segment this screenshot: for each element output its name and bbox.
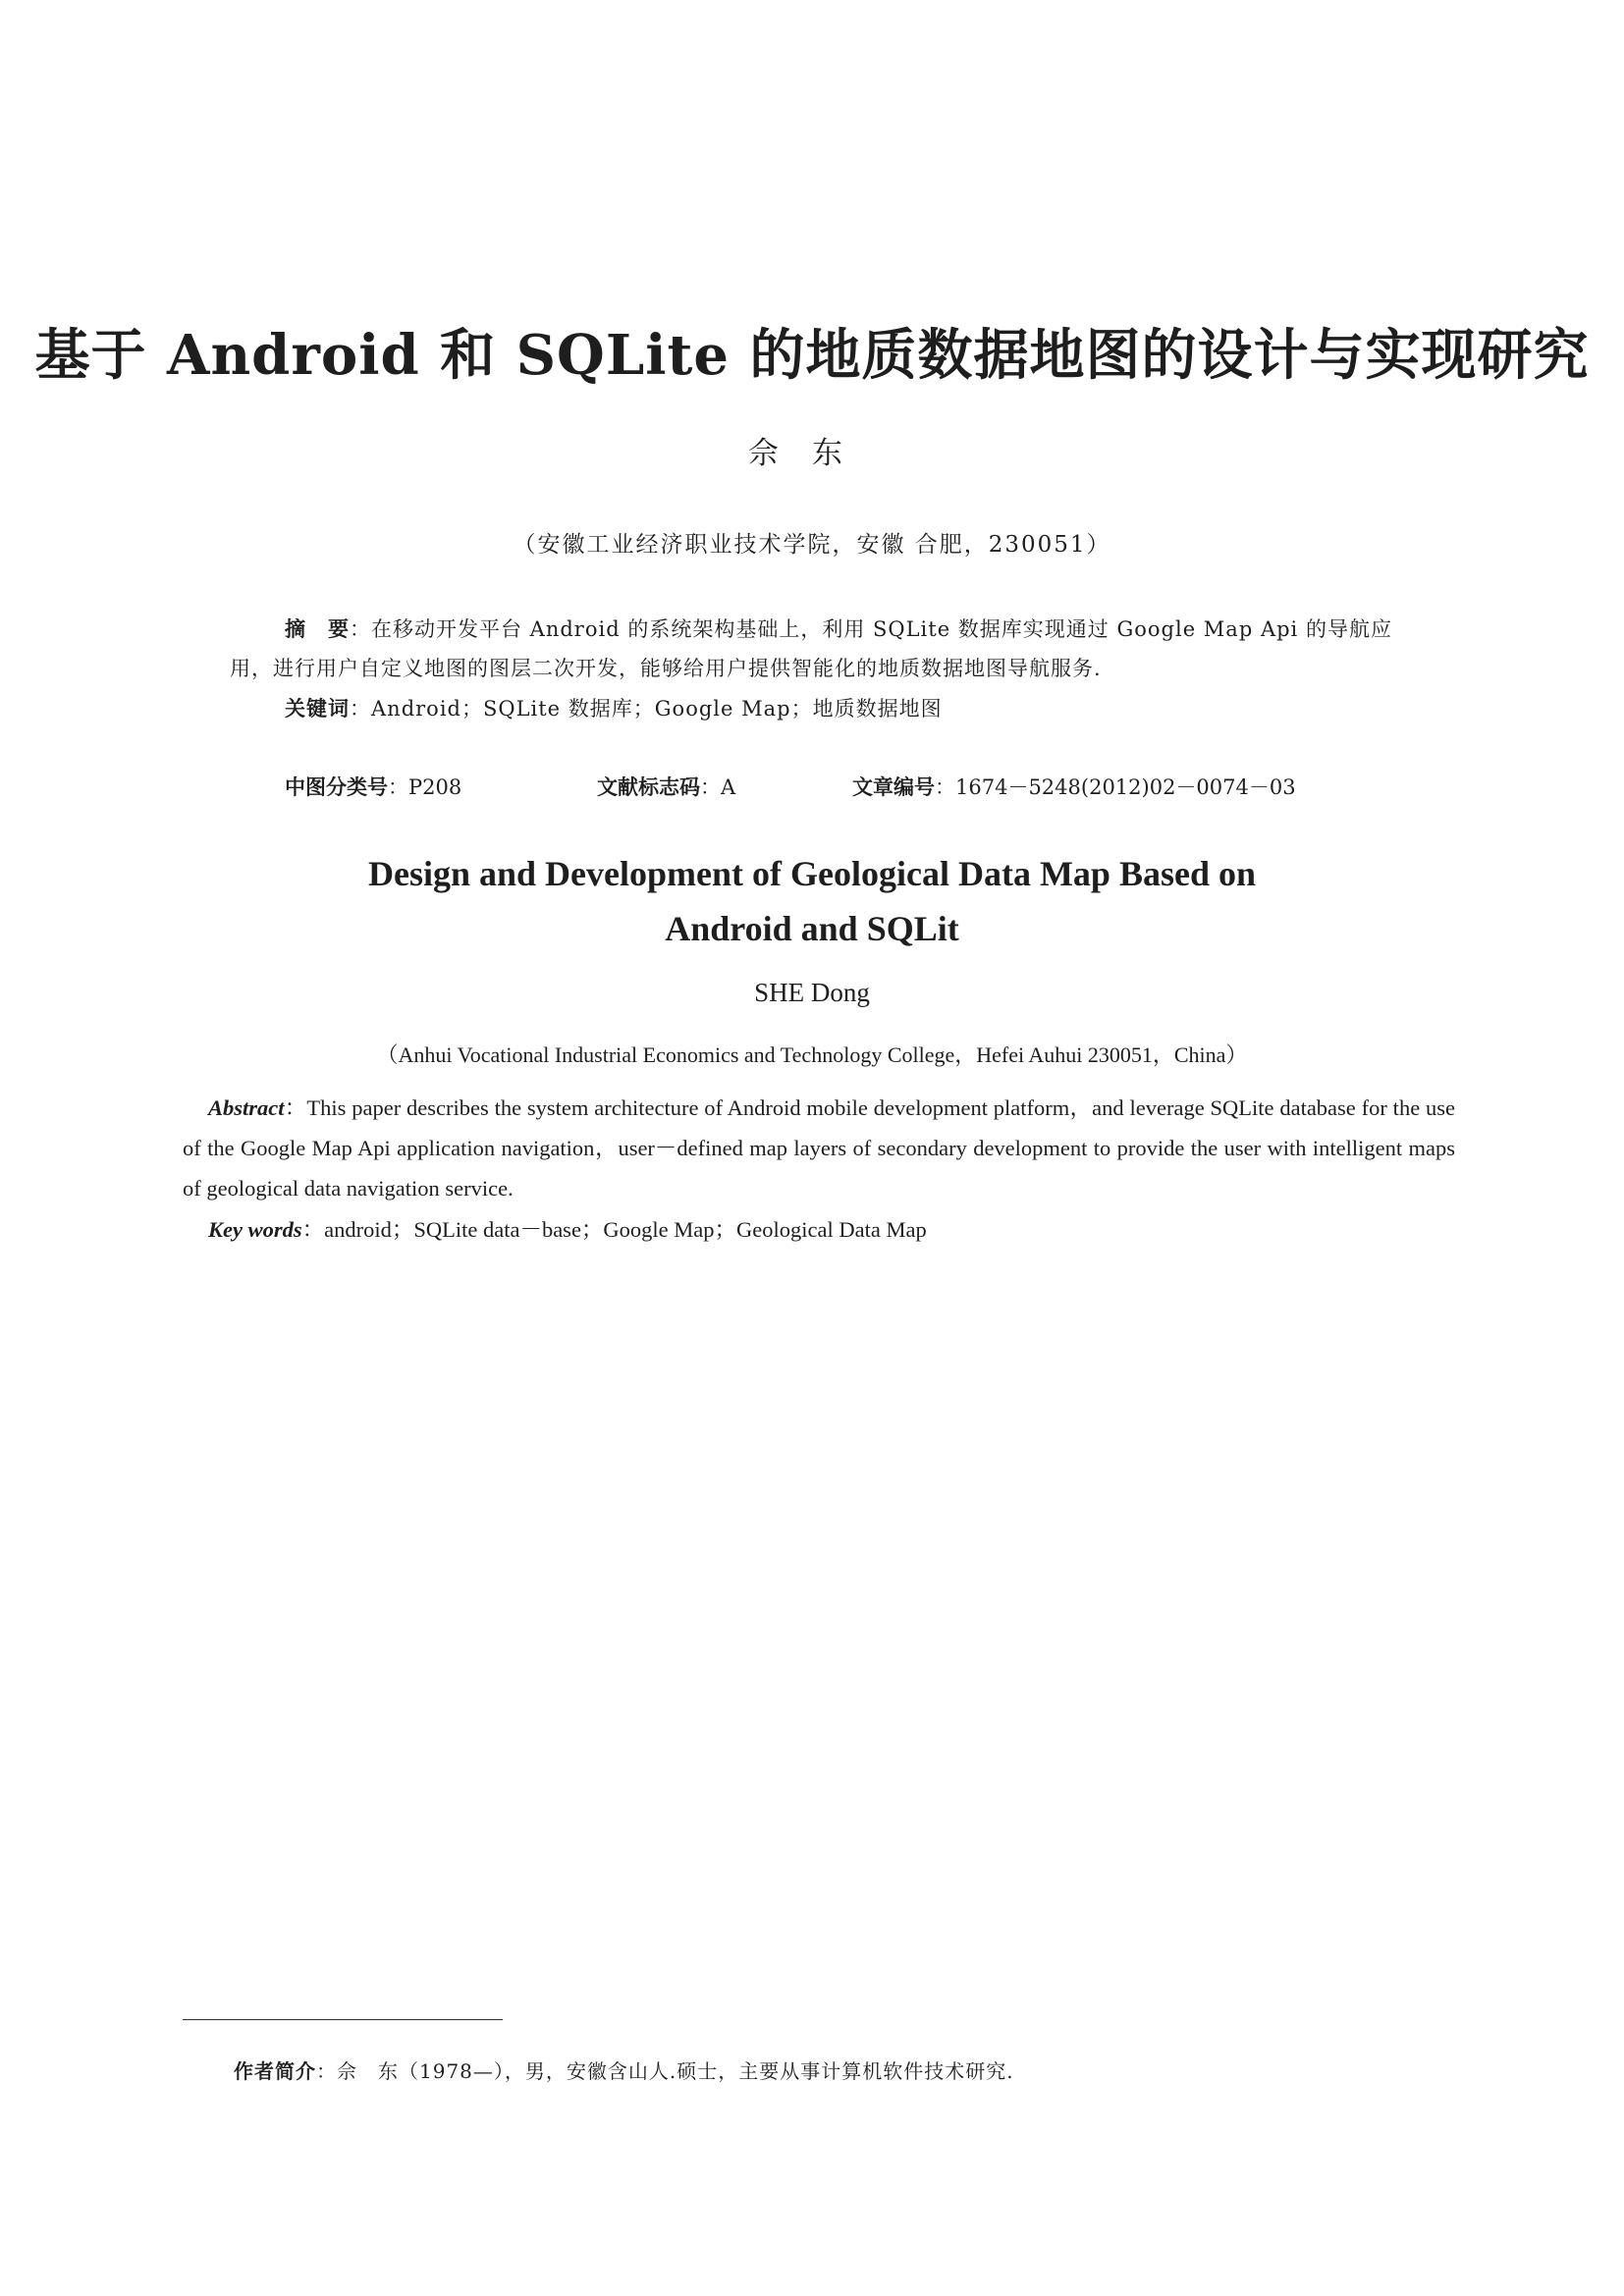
author-name-en: SHE Dong (754, 978, 870, 1007)
abstract-cn-text: ：在移动开发平台 Android 的系统架构基础上，利用 SQLite 数据库实现通过 Google Map Api 的导航应用，进行用户自定义地图的图层二次开发，能够给用户提供智能化的地质数据地图导航服务. (230, 617, 1392, 680)
affiliation-cn: （安徽工业经济职业技术学院，安徽 合肥，230051） (513, 532, 1111, 558)
author-bio-footnote (234, 2056, 1014, 2084)
abstract-en-text: ：This paper describes the system architecture of Android mobile development platform，and leverage SQLite database for the use of the Google Map Api application navigation，user－defined map layers of secondary development to provide the user with intelligent maps of geological data navigation service. (183, 1095, 1455, 1201)
paper-title-en-line2: Android and SQLit (665, 909, 959, 948)
author-name-cn: 佘东 (748, 436, 876, 471)
keywords-en-text: ：android；SQLite data－base；Google Map；Geological Data Map (301, 1217, 927, 1242)
footnote-divider (183, 2019, 503, 2020)
clc-number (285, 772, 461, 801)
article-id (852, 772, 1296, 801)
document-code (597, 772, 735, 801)
abstract-cn (230, 610, 1404, 688)
keywords-en-label: Key words (208, 1217, 302, 1242)
abstract-en (183, 1088, 1455, 1208)
paper-title-cn: 基于 Android 和 SQLite 的地质数据地图的设计与实现研究 (34, 323, 1590, 388)
keywords-cn-label: 关键词 (285, 697, 350, 721)
clc-value: ：P208 (388, 775, 462, 799)
footnote-label: 作者简介 (234, 2059, 316, 2083)
clc-label: 中图分类号 (285, 775, 388, 799)
abstract-cn-label: 摘 要 (285, 617, 350, 641)
paper-title-en (0, 846, 1624, 956)
keywords-en (208, 1209, 927, 1250)
article-id-value: ：1674－5248(2012)02－0074－03 (935, 775, 1296, 799)
keywords-cn-text: ：Android；SQLite 数据库；Google Map；地质数据地图 (350, 697, 943, 721)
abstract-en-label: Abstract (208, 1095, 285, 1120)
doc-code-label: 文献标志码 (597, 775, 700, 799)
article-id-label: 文章编号 (852, 775, 935, 799)
paper-title-en-line1: Design and Development of Geological Data Map Based on (368, 854, 1256, 893)
keywords-cn (285, 689, 1365, 728)
doc-code-value: ：A (700, 775, 736, 799)
affiliation-en: （Anhui Vocational Industrial Economics and Technology College，Hefei Auhui 230051，China） (376, 1042, 1248, 1067)
footnote-text: ：佘 东（1978—），男，安徽含山人.硕士，主要从事计算机软件技术研究. (316, 2059, 1014, 2083)
